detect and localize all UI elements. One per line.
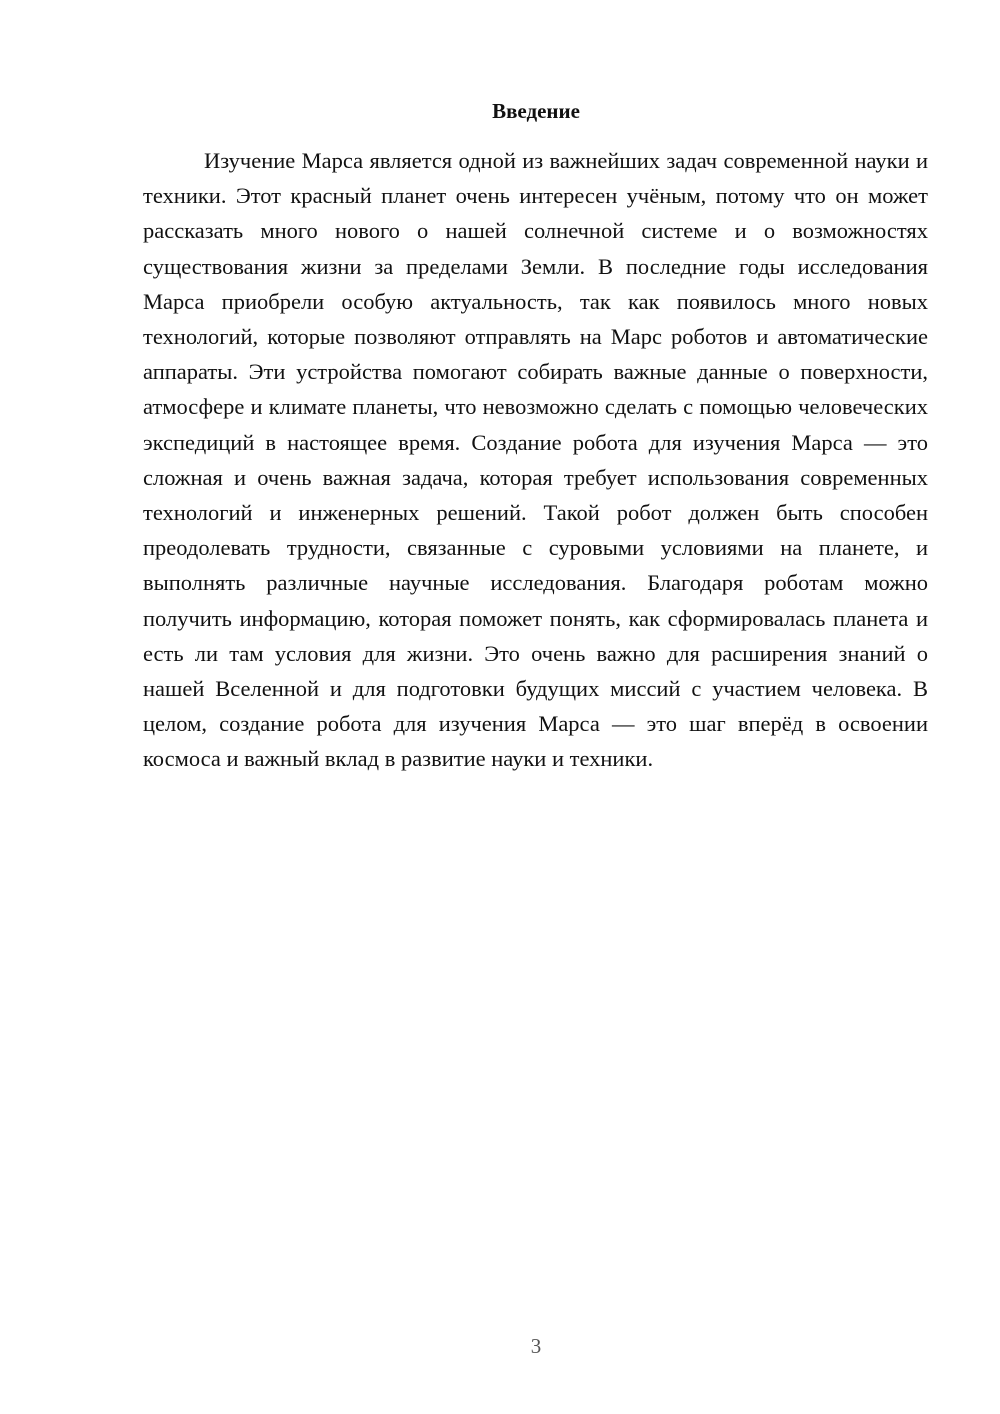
page-number: 3 xyxy=(530,1334,542,1358)
body-paragraph: Изучение Марса является одной из важнейших задач современной науки и техники. Этот красный планет очень интересен учёным, потому что он может рассказать много нового о нашей солнечной системе и о возможностях существования жизни за пределами Земли. В последние годы исследования Марса приобрели особую актуальность, так как появилось много новых технологий, которые позволяют отправлять на Марс роботов и автоматические аппараты. Эти устройства помогают собирать важные данные о поверхности, атмосфере и климате планеты, что невозможно сделать с помощью человеческих экспедиций в настоящее время. Создание робота для изучения Марса — это сложная и очень важная задача, которая требует использования современных технологий и инженерных решений. Такой робот должен быть способен преодолевать трудности, связанные с суровыми условиями на планете, и выполнять различные научные исследования. Благодаря роботам можно получить информацию, которая поможет понять, как сформировалась планета и есть ли там условия для жизни. Это очень важно для расширения знаний о нашей Вселенной и для подготовки будущих миссий с участием человека. В целом, создание робота для изучения Марса — это шаг вперёд в освоении космоса и важный вклад в развитие науки и техники. xyxy=(143,148,928,772)
section-heading: Введение xyxy=(492,99,580,123)
